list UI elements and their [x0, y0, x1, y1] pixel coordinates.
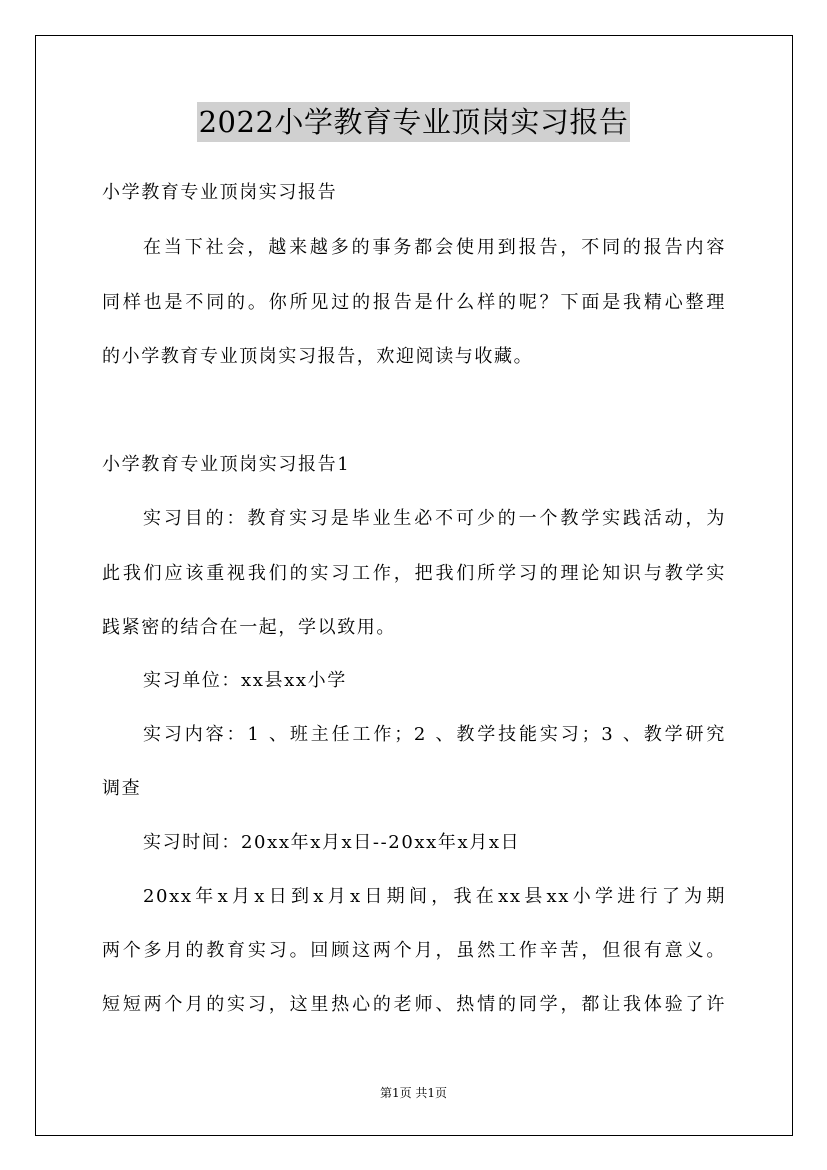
intro-line-3: 的小学教育专业顶岗实习报告，欢迎阅读与收藏。 — [102, 346, 534, 367]
content-line-1: 实习内容：1 、班主任工作；2 、教学技能实习；3 、教学研究 — [143, 724, 726, 745]
page-footer: 第1页 共1页 — [379, 1086, 448, 1100]
subtitle: 小学教育专业顶岗实习报告 — [102, 182, 338, 203]
body-line-2: 两个多月的教育实习。回顾这两个月，虽然工作辛苦，但很有意义。 — [102, 940, 726, 961]
purpose-line-1: 实习目的：教育实习是毕业生必不可少的一个教学实践活动，为 — [143, 508, 726, 529]
intro-line-1: 在当下社会，越来越多的事务都会使用到报告，不同的报告内容 — [143, 237, 726, 258]
document-title — [0, 102, 827, 142]
purpose-line-3: 践紧密的结合在一起，学以致用。 — [102, 617, 396, 638]
body-line-3: 短短两个月的实习，这里热心的老师、热情的同学，都让我体验了许 — [102, 994, 726, 1015]
purpose-line-2: 此我们应该重视我们的实习工作，把我们所学习的理论知识与教学实 — [102, 563, 726, 584]
section-heading: 小学教育专业顶岗实习报告1 — [102, 454, 351, 475]
intro-line-2: 同样也是不同的。你所见过的报告是什么样的呢？下面是我精心整理 — [102, 292, 726, 313]
content-line-2: 调查 — [102, 778, 142, 799]
body-line-1: 20xx年x月x日到x月x日期间，我在xx县xx小学进行了为期 — [143, 886, 726, 907]
document-title-text: 2022小学教育专业顶岗实习报告 — [197, 102, 631, 142]
unit-line: 实习单位：xx县xx小学 — [143, 670, 347, 691]
time-line: 实习时间：20xx年x月x日--20xx年x月x日 — [143, 832, 521, 853]
